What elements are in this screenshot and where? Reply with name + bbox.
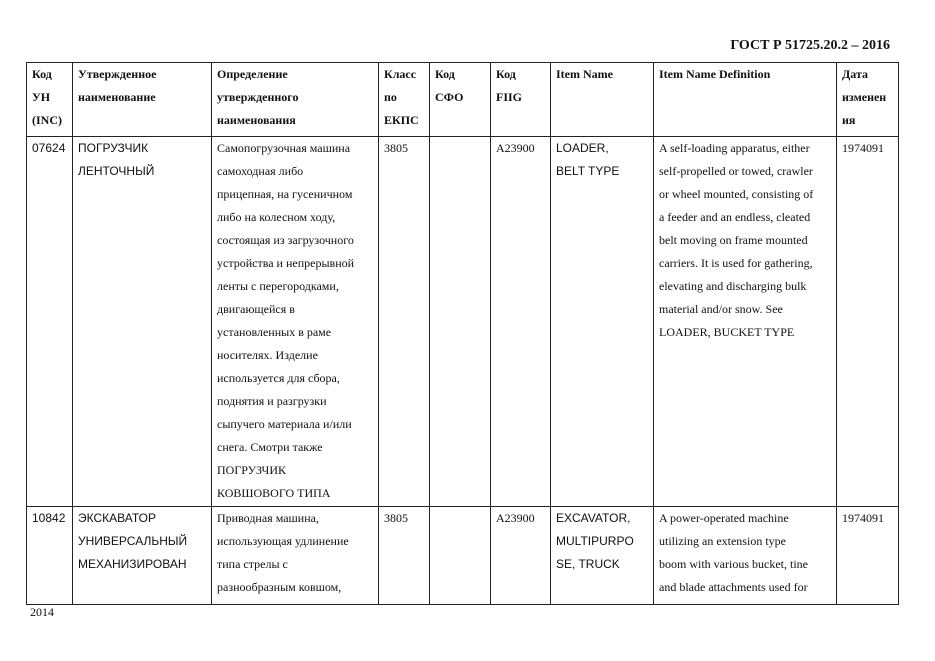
cell-item-name-definition: A self-loading apparatus, either self-propelled or towed, crawler or wheel mounted, consisting of a feeder and an endless, cleated belt moving on frame mounted carriers. It is used for gathering, elevating and discharging bulk material and/or snow. See LOADER, BUCKET TYPE — [654, 137, 837, 507]
cell-inc: 07624 — [27, 137, 73, 507]
cell-definition: Самопогрузочная машина самоходная либо прицепная, на гусеничном либо на колесном ходу, состоящая из загрузочного устройства и непрерывной ленты с перегородками, двигающейся в установленных в раме носителях. Изделие используется для сбора, поднятия и разгрузки сыпучего материала и/или снега. Смотри также ПОГРУЗЧИК КОВШОВОГО ТИПА — [212, 137, 379, 507]
cell-change-date: 1974091 — [837, 507, 899, 605]
header-sfo-code: Код СФО — [430, 63, 491, 137]
document-standard-id: ГОСТ Р 51725.20.2 – 2016 — [730, 38, 890, 53]
cell-definition: Приводная машина, использующая удлинение типа стрелы с разнообразным ковшом, — [212, 507, 379, 605]
header-inc: Код УН (INC) — [27, 63, 73, 137]
cell-approved-name: ЭКСКАВАТОР УНИВЕРСАЛЬНЫЙ МЕХАНИЗИРОВАН — [73, 507, 212, 605]
header-change-date: Дата изменен ия — [837, 63, 899, 137]
header-ekps-class: Класс по ЕКПС — [379, 63, 430, 137]
cell-fiig-code: A23900 — [491, 137, 551, 507]
footer-year: 2014 — [30, 605, 54, 619]
cell-ekps-class: 3805 — [379, 507, 430, 605]
table-header-row — [27, 63, 899, 137]
cell-item-name: LOADER, BELT TYPE — [551, 137, 654, 507]
header-approved-name: Утвержденное наименование — [73, 63, 212, 137]
table-row — [27, 507, 899, 605]
header-fiig-code: Код FIIG — [491, 63, 551, 137]
header-definition: Определение утвержденного наименования — [212, 63, 379, 137]
header-item-name: Item Name — [551, 63, 654, 137]
cell-approved-name: ПОГРУЗЧИК ЛЕНТОЧНЫЙ — [73, 137, 212, 507]
header-item-name-definition: Item Name Definition — [654, 63, 837, 137]
cell-sfo-code — [430, 507, 491, 605]
cell-item-name: EXCAVATOR, MULTIPURPO SE, TRUCK — [551, 507, 654, 605]
cell-fiig-code: A23900 — [491, 507, 551, 605]
cell-item-name-definition: A power-operated machine utilizing an extension type boom with various bucket, tine and blade attachments used for — [654, 507, 837, 605]
cell-sfo-code — [430, 137, 491, 507]
cell-inc: 10842 — [27, 507, 73, 605]
table-row — [27, 137, 899, 507]
catalog-table — [26, 62, 899, 605]
cell-change-date: 1974091 — [837, 137, 899, 507]
cell-ekps-class: 3805 — [379, 137, 430, 507]
